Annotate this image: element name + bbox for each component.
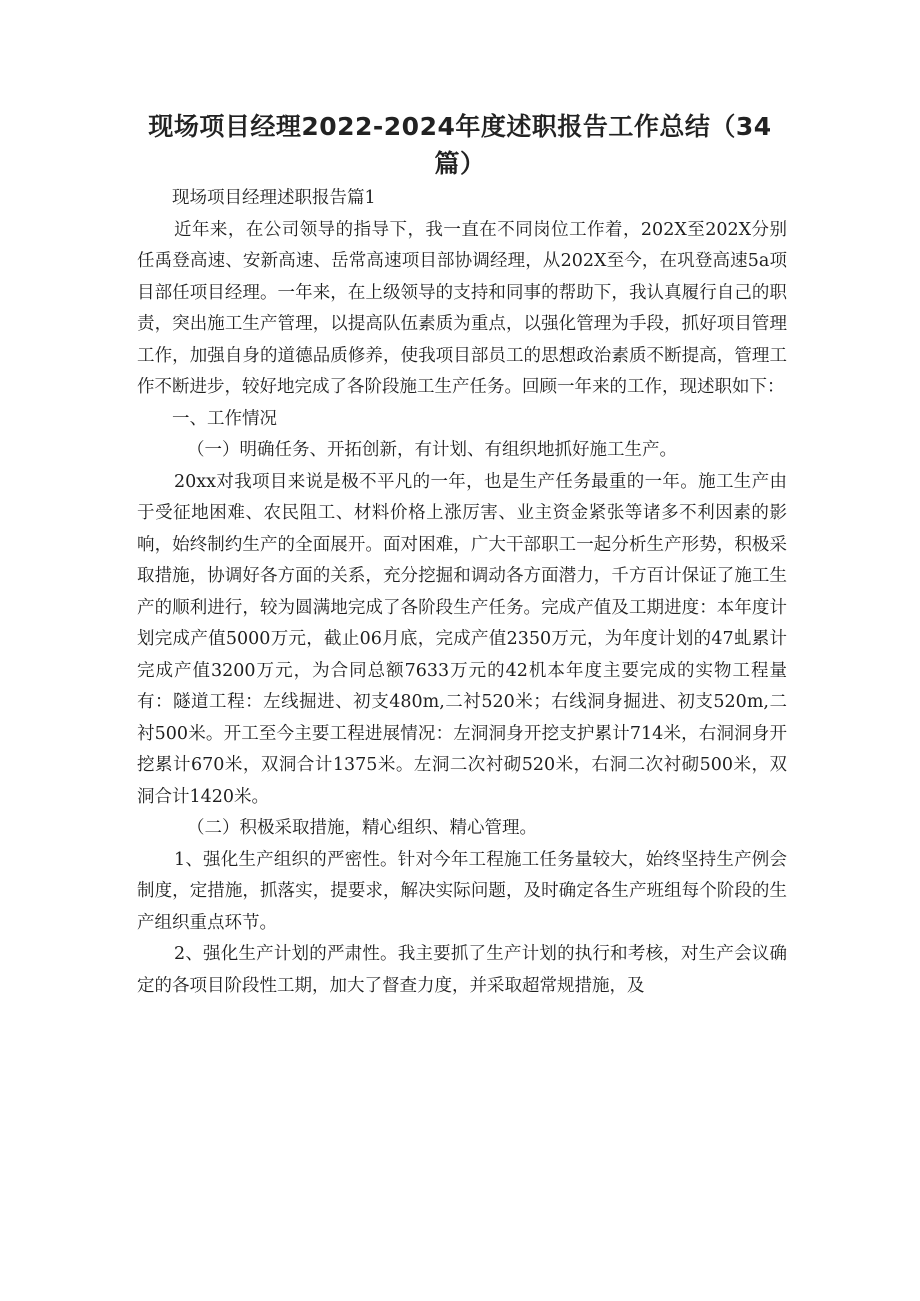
subsection-heading-2: （二）积极采取措施，精心组织、精心管理。 [187,818,537,838]
section-heading-work-status: 一、工作情况 [172,408,277,429]
document-body [137,183,787,1002]
paragraph-item-1: 1、强化生产组织的严密性。针对今年工程施工任务量较大，始终坚持生产例会制度，定措施，抓落实，提要求，解决实际问题，及时确定各生产班组每个阶段的生产组织重点环节。 [137,849,787,933]
paragraph-item-2: 2、强化生产计划的严肃性。我主要抓了生产计划的执行和考核，对生产会议确定的各项目阶段性工期，加大了督查力度，并采取超常规措施，及 [137,944,787,996]
document-title: 现场项目经理2022-2024年度述职报告工作总结（34篇） [148,112,772,178]
subsection-heading-1: （一）明确任务、开拓创新，有计划、有组织地抓好施工生产。 [187,440,677,460]
paragraph-intro: 近年来，在公司领导的指导下，我一直在不同岗位工作着，202X至202X分别任禹登高速、安新高速、岳常高速项目部协调经理，从202X至今，在巩登高速5a项目部任项目经理。一年来，在上级领导的支持和同事的帮助下，我认真履行自己的职责，突出施工生产管理，以提高队伍素质为重点，以强化管理为手段，抓好项目管理工作，加强自身的道德品质修养，使我项目部员工的思想政治素质不断提高，管理工作不断进步，较好地完成了各阶段施工生产任务。回顾一年来的工作，现述职如下： [137,219,787,397]
report-subtitle: 现场项目经理述职报告篇1 [172,188,376,208]
paragraph-progress: 20xx对我项目来说是极不平凡的一年，也是生产任务最重的一年。施工生产由于受征地困难、农民阻工、材料价格上涨厉害、业主资金紧张等诸多不利因素的影响，始终制约生产的全面展开。面对困难，广大干部职工一起分析生产形势，积极采取措施，协调好各方面的关系，充分挖掘和调动各方面潜力，千方百计保证了施工生产的顺利进行，较为圆满地完成了各阶段生产任务。完成产值及工期进度：本年度计划完成产值5000万元，截止06月底，完成产值2350万元，为年度计划的47虬累计完成产值3200万元，为合同总额7633万元的42机本年度主要完成的实物工程量有：隧道工程：左线掘进、初支480m,二衬520米；右线洞身掘进、初支520m,二衬500米。开工至今主要工程进展情况：左洞洞身开挖支护累计714米，右洞洞身开挖累计670米，双洞合计1375米。左洞二次衬砌520米，右洞二次衬砌500米，双洞合计1420米。 [137,471,787,807]
